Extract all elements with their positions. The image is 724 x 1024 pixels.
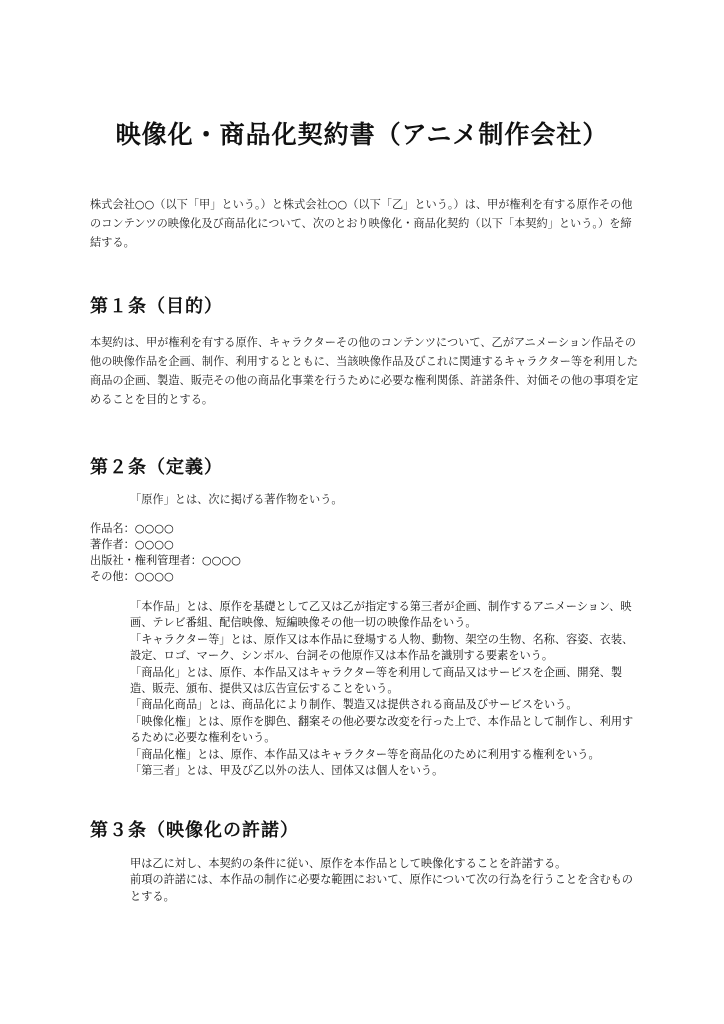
- work-title-line: 作品名：○○○○: [90, 522, 174, 535]
- definitions-list: [130, 599, 642, 779]
- article-3-body: [130, 856, 642, 905]
- article-3-paragraph-2: 前項の許諾には、本作品の制作に必要な範囲において、原作について次の行為を行うことを含むものとする。: [130, 873, 633, 903]
- definition-item: 「商品化」とは、原作、本作品又はキャラクター等を利用して商品又はサービスを企画、開発、製造、販売、頒布、提供又は広告宣伝することをいう。: [130, 665, 623, 696]
- definition-item: 「第三者」とは、甲及び乙以外の法人、団体又は個人をいう。: [130, 764, 444, 778]
- work-other-line: その他：○○○○: [90, 570, 174, 583]
- article-1-body: 本契約は、甲が権利を有する原作、キャラクターその他のコンテンツについて、乙がアニメーション作品その他の映像作品を企画、制作、利用するとともに、当該映像作品及びこれに関連するキャラクター等を利用した商品の企画、製造、販売その他の商品化事業を行うために必要な権利関係、許諾条件、対価その他の事項を定めることを目的とする。: [90, 336, 639, 406]
- article-2-heading: 第２条（定義）: [90, 457, 223, 478]
- definition-item: 「映像化権」とは、原作を脚色、翻案その他必要な改変を行った上で、本作品として制作し、利用するために必要な権利をいう。: [130, 714, 634, 745]
- definition-item: 「商品化商品」とは、商品化により制作、製造又は提供される商品及びサービスをいう。: [130, 698, 578, 712]
- article-2-lead: 「原作」とは、次に掲げる著作物をいう。: [130, 493, 343, 506]
- article-3-heading: 第３条（映像化の許諾）: [90, 820, 299, 841]
- intro-paragraph: 株式会社○○（以下「甲」という。）と株式会社○○（以下「乙」という。）は、甲が権利を有する原作その他のコンテンツの映像化及び商品化について、次のとおり映像化・商品化契約（以下「本契約」という。）を締結する。: [90, 198, 633, 249]
- definition-item: 「キャラクター等」とは、原作又は本作品に登場する人物、動物、架空の生物、名称、容姿、衣装、設定、ロゴ、マーク、シンボル、台詞その他原作又は本作品を識別する要素をいう。: [130, 632, 634, 663]
- definition-item: 「本作品」とは、原作を基礎として乙又は乙が指定する第三者が企画、制作するアニメーション、映画、テレビ番組、配信映像、短編映像その他一切の映像作品をいう。: [130, 600, 632, 630]
- work-publisher-line: 出版社・権利管理者：○○○○: [90, 554, 241, 567]
- document-title: 映像化・商品化契約書（アニメ制作会社）: [115, 120, 609, 149]
- work-info-list: [90, 521, 490, 585]
- article-3-paragraph-1: 甲は乙に対し、本契約の条件に従い、原作を本作品として映像化することを許諾する。: [130, 857, 567, 870]
- definition-item: 「商品化権」とは、原作、本作品又はキャラクター等を商品化のために利用する権利をいう。: [130, 747, 600, 761]
- article-1-heading: 第１条（目的）: [90, 296, 223, 317]
- work-author-line: 著作者：○○○○: [90, 538, 174, 551]
